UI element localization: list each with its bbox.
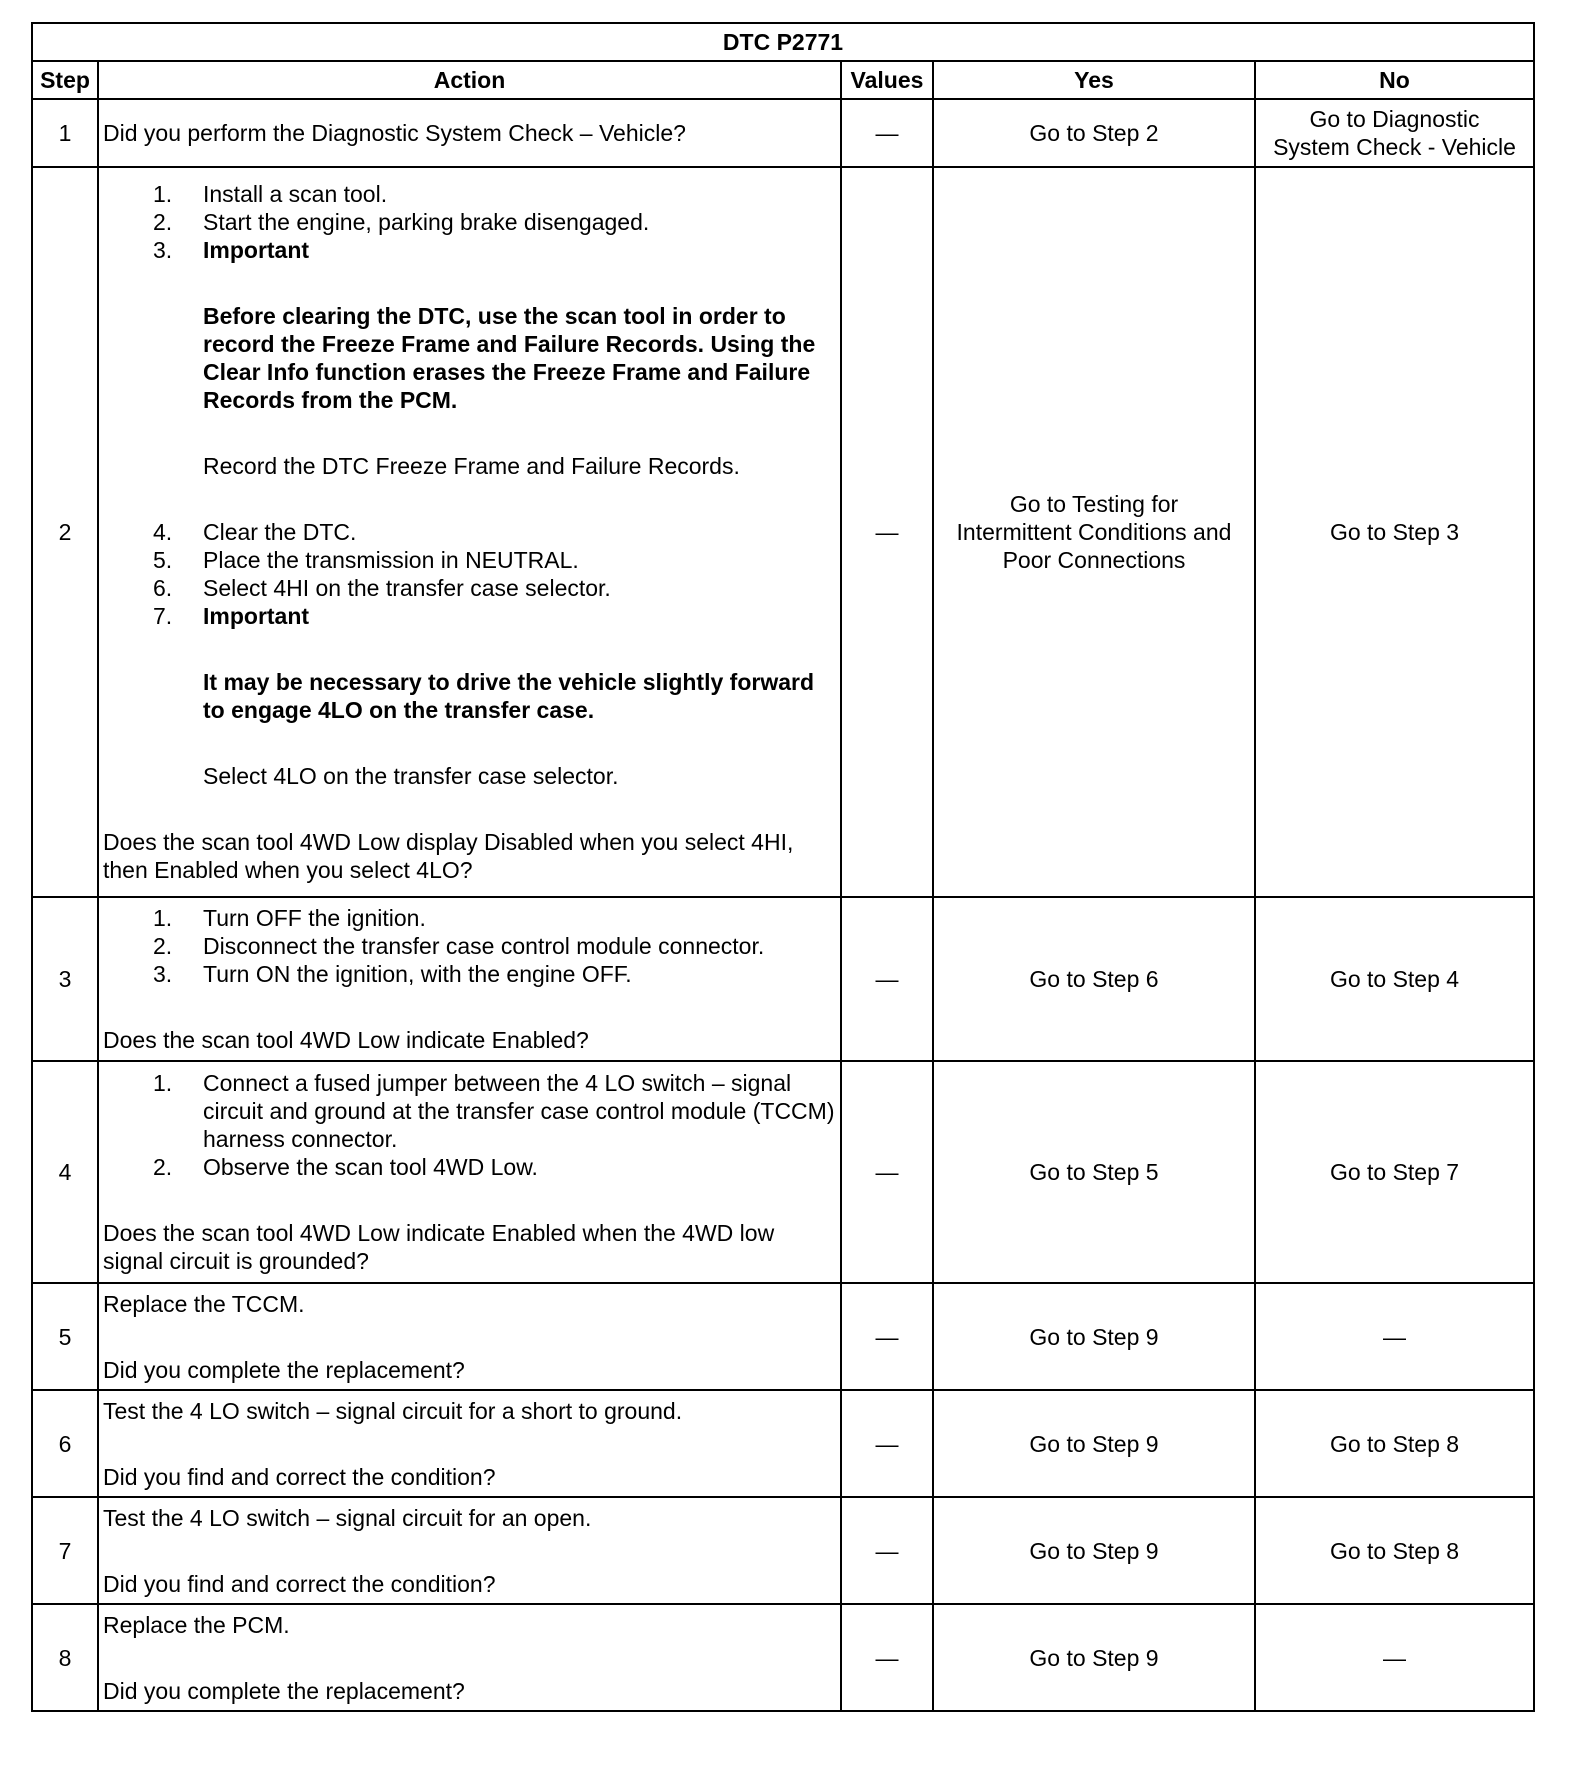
step-number: 3 — [32, 897, 98, 1061]
header-yes: Yes — [933, 61, 1255, 99]
table-row — [32, 1604, 1534, 1711]
values-cell: — — [841, 1604, 933, 1711]
question-text: Does the scan tool 4WD Low indicate Enabled? — [103, 1027, 589, 1053]
action-cell — [98, 1061, 841, 1283]
table-row — [32, 897, 1534, 1061]
record-text: Record the DTC Freeze Frame and Failure Records. — [203, 453, 740, 479]
yes-line: Go to Testing for — [1009, 491, 1179, 517]
question-text: Does the scan tool 4WD Low indicate Enabled when the 4WD low signal circuit is grounded? — [103, 1220, 775, 1274]
table-row — [32, 1283, 1534, 1390]
question-text: Does the scan tool 4WD Low display Disabled when you select 4HI, then Enabled when you select 4LO? — [103, 829, 794, 883]
action-text: Replace the PCM. — [103, 1611, 290, 1638]
header-no: No — [1255, 61, 1534, 99]
table-title: DTC P2771 — [32, 23, 1534, 61]
action-text: Did you perform the Diagnostic System Check – Vehicle? — [103, 120, 686, 146]
table-row — [32, 1061, 1534, 1283]
list-item: 5. Place the transmission in NEUTRAL. — [153, 547, 579, 573]
question-text: Did you complete the replacement? — [103, 1677, 465, 1704]
header-step: Step — [32, 61, 98, 99]
step-number: 7 — [32, 1497, 98, 1604]
action-cell — [98, 1390, 841, 1497]
list-item: 3. Turn ON the ignition, with the engine OFF. — [153, 961, 632, 987]
action-text: Test the 4 LO switch – signal circuit for a short to ground. — [103, 1397, 683, 1424]
list-item: 1. Install a scan tool. — [153, 181, 388, 207]
no-cell: Go to Step 4 — [1255, 897, 1534, 1061]
important-note: It may be necessary to drive the vehicle slightly forward to engage 4LO on the transfer case. — [203, 669, 815, 723]
no-line: System Check - Vehicle — [1273, 134, 1516, 160]
no-cell: — — [1255, 1283, 1534, 1390]
list-item: 7. Important It may be necessary to drive the vehicle slightly forward to engage 4LO on the transfer case. Select 4LO on the transfer case selector. — [103, 602, 836, 790]
no-cell — [1255, 99, 1534, 167]
values-cell: — — [841, 897, 933, 1061]
values-cell: — — [841, 1390, 933, 1497]
values-cell: — — [841, 99, 933, 167]
table-row — [32, 1497, 1534, 1604]
header-values: Values — [841, 61, 933, 99]
list-item: 4. Clear the DTC. — [153, 519, 357, 545]
step-list — [103, 904, 836, 988]
yes-cell — [933, 167, 1255, 897]
list-item: 2. Observe the scan tool 4WD Low. — [153, 1154, 538, 1180]
action-cell — [98, 99, 841, 167]
table-row — [32, 167, 1534, 897]
values-cell: — — [841, 1497, 933, 1604]
table-row — [32, 99, 1534, 167]
dtc-table — [31, 22, 1535, 1712]
list-item: 1. Connect a fused jumper between the 4 LO switch – signal circuit and ground at the transfer case control module (TCCM) harness connector. — [153, 1070, 835, 1152]
yes-cell: Go to Step 9 — [933, 1283, 1255, 1390]
yes-cell: Go to Step 5 — [933, 1061, 1255, 1283]
yes-line: Intermittent Conditions and — [956, 519, 1232, 545]
yes-cell: Go to Step 9 — [933, 1390, 1255, 1497]
step-list — [103, 1069, 836, 1181]
step-number: 1 — [32, 99, 98, 167]
yes-cell: Go to Step 6 — [933, 897, 1255, 1061]
action-text: Test the 4 LO switch – signal circuit for an open. — [103, 1504, 592, 1531]
question-text: Did you complete the replacement? — [103, 1356, 465, 1383]
step-list — [103, 180, 836, 790]
no-cell: Go to Step 3 — [1255, 167, 1534, 897]
action-text: Replace the TCCM. — [103, 1290, 305, 1317]
action-cell — [98, 1604, 841, 1711]
no-cell: Go to Step 8 — [1255, 1497, 1534, 1604]
header-row — [32, 61, 1534, 99]
values-cell: — — [841, 1283, 933, 1390]
action-cell — [98, 1283, 841, 1390]
list-item: 2. Disconnect the transfer case control module connector. — [153, 933, 765, 959]
values-cell: — — [841, 167, 933, 897]
yes-cell: Go to Step 9 — [933, 1497, 1255, 1604]
yes-line: Poor Connections — [1002, 547, 1186, 573]
list-item: 1. Turn OFF the ignition. — [153, 905, 426, 931]
no-cell: Go to Step 8 — [1255, 1390, 1534, 1497]
no-cell: — — [1255, 1604, 1534, 1711]
list-item: 2. Start the engine, parking brake disengaged. — [153, 209, 650, 235]
title-row — [32, 23, 1534, 61]
table-row — [32, 1390, 1534, 1497]
action-cell — [98, 1497, 841, 1604]
action-cell — [98, 167, 841, 897]
step-number: 2 — [32, 167, 98, 897]
list-item: 6. Select 4HI on the transfer case selector. — [153, 575, 611, 601]
values-cell: — — [841, 1061, 933, 1283]
step-number: 6 — [32, 1390, 98, 1497]
question-text: Did you find and correct the condition? — [103, 1463, 496, 1490]
list-item: 3. Important Before clearing the DTC, use the scan tool in order to record the Freeze Frame and Failure Records. Using the Clear Info function erases the Freeze Frame and Failure Records from the PCM. Record the DTC Freeze Frame and Failure Records. — [103, 236, 836, 480]
step-number: 8 — [32, 1604, 98, 1711]
yes-cell: Go to Step 2 — [933, 99, 1255, 167]
important-note: Before clearing the DTC, use the scan tool in order to record the Freeze Frame and Failure Records. Using the Clear Info function erases the Freeze Frame and Failure Records from the PCM. — [203, 303, 816, 413]
step-number: 5 — [32, 1283, 98, 1390]
header-action: Action — [98, 61, 841, 99]
no-cell: Go to Step 7 — [1255, 1061, 1534, 1283]
no-line: Go to Diagnostic — [1309, 106, 1480, 132]
select-text: Select 4LO on the transfer case selector. — [203, 763, 619, 789]
step-number: 4 — [32, 1061, 98, 1283]
yes-cell: Go to Step 9 — [933, 1604, 1255, 1711]
action-cell — [98, 897, 841, 1061]
question-text: Did you find and correct the condition? — [103, 1570, 496, 1597]
